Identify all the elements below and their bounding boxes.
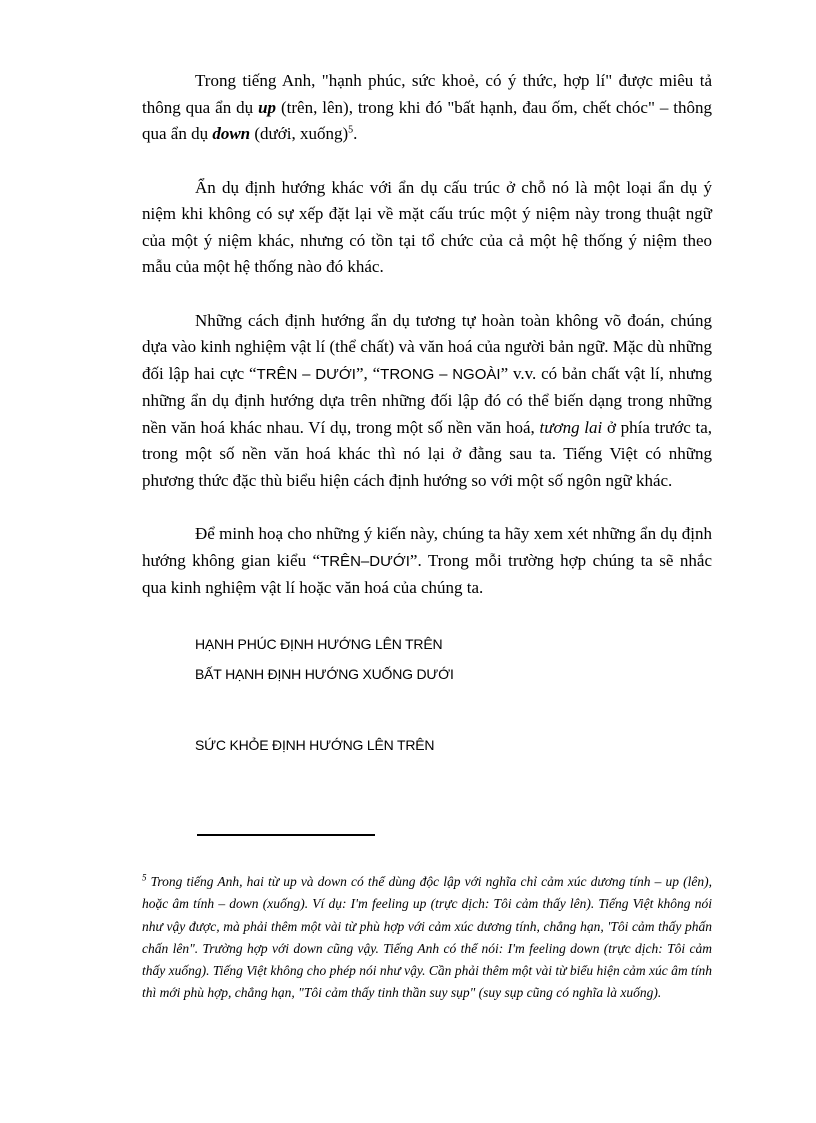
paragraph-4 [142, 521, 712, 602]
term-up: up [258, 97, 277, 117]
heading-unhappy-down: BẤT HẠNH ĐỊNH HƯỚNG XUỐNG DƯỚI [195, 665, 454, 682]
heading-spacer [195, 689, 712, 730]
paragraph-3-text-a: Những cách định hướng ẩn dụ tương tự hoàn toàn không võ đoán, chúng dựa vào kinh nghiệm vật lí (thể chất) và văn hoá của người bản ngữ. Mặc dù những đối lập hai cực “ [142, 310, 712, 383]
heading-health-up: SỨC KHỎE ĐỊNH HƯỚNG LÊN TRÊN [195, 736, 435, 753]
paragraph-1-text-d: . [353, 124, 358, 143]
paragraph-2: Ẩn dụ định hướng khác với ẩn dụ cấu trúc ở chỗ nó là một loại ẩn dụ ý niệm khi không có sự xếp đặt lại về mặt cấu trúc một ý niệm này trong thuật ngữ của một ý niệm khác, nhưng có tồn tại tổ chức của cả một hệ thống ý niệm theo mẫu của một hệ thống nào đó khác. [142, 177, 712, 276]
term-tuong-lai: tương lai [539, 417, 603, 437]
term-tren-duoi: TRÊN – DƯỚI [256, 365, 356, 383]
paragraph-3-text-c: ” v.v. có bản chất vật lí, nhưng những ẩn dụ định hướng dựa trên những đối lập đó có thể biến dạng trong những nền văn hoá khác nhau. Ví dụ, trong một số nền văn hoá, [142, 363, 712, 437]
paragraph-1-text-b: (trên, lên), trong khi đó "bất hạnh, đau ốm, chết chóc" – thông qua ẩn dụ [142, 97, 712, 143]
paragraph-1 [142, 68, 712, 148]
paragraph-3 [142, 308, 712, 495]
heading-happy-up: HẠNH PHÚC ĐỊNH HƯỚNG LÊN TRÊN [195, 635, 443, 652]
paragraph-3-text-d: ở phía trước ta, trong một số nền văn hoá khác thì nó lại ở đằng sau ta. Tiếng Việt có những phương thức đặc thù biểu hiện cách định hướng so với một số ngôn ngữ khác. [142, 417, 712, 490]
metaphor-headings [195, 629, 712, 760]
footnote-5 [142, 871, 712, 1005]
page-body [142, 68, 712, 760]
term-down: down [212, 124, 251, 143]
paragraph-1-text-a: Trong tiếng Anh, "hạnh phúc, sức khoẻ, có ý thức, hợp lí" được miêu tả thông qua ẩn dụ [142, 71, 712, 117]
paragraph-1-text-c: (dưới, xuống) [250, 124, 349, 143]
term-trong-ngoai: TRONG – NGOÀI [380, 365, 501, 383]
footnote-text: Trong tiếng Anh, hai từ up và down có thể dùng độc lập với nghĩa chỉ cảm xúc dương tính – up (lên), hoặc âm tính – down (xuống). Ví dụ: I'm feeling up (trực dịch: Tôi cảm thấy lên). Tiếng Việt không nói như vậy được, mà phải thêm một vài từ phù hợp với cảm xúc dương tính, chẳng hạn, 'Tôi cảm thấy phấn chấn lên". Trường hợp với down cũng vậy. Tiếng Anh có thể nói: I'm feeling down (trực dịch: Tôi cảm thấy xuống). Tiếng Việt không cho phép nói như vậy. Cần phải thêm một vài từ biểu hiện cảm xúc âm tính thì mới phù hợp, chẳng hạn, "Tôi cảm thấy tinh thần suy sụp" (suy sụp cũng có nghĩa là xuống). [142, 874, 712, 1001]
paragraph-4-text-a: Để minh hoạ cho những ý kiến này, chúng ta hãy xem xét những ẩn dụ định hướng không gian kiểu “ [142, 524, 712, 570]
footnote-divider [197, 834, 375, 836]
paragraph-4-text-b: ”. Trong mỗi trường hợp chúng ta sẽ nhắc qua kinh nghiệm vật lí hoặc văn hoá của chúng ta. [142, 550, 712, 597]
footnote-ref-5[interactable]: 5 [348, 124, 354, 136]
footnote-number: 5 [142, 872, 147, 883]
paragraph-3-text-b: ”, “ [355, 363, 381, 383]
term-tren-duoi-2: TRÊN–DƯỚI [320, 552, 410, 570]
